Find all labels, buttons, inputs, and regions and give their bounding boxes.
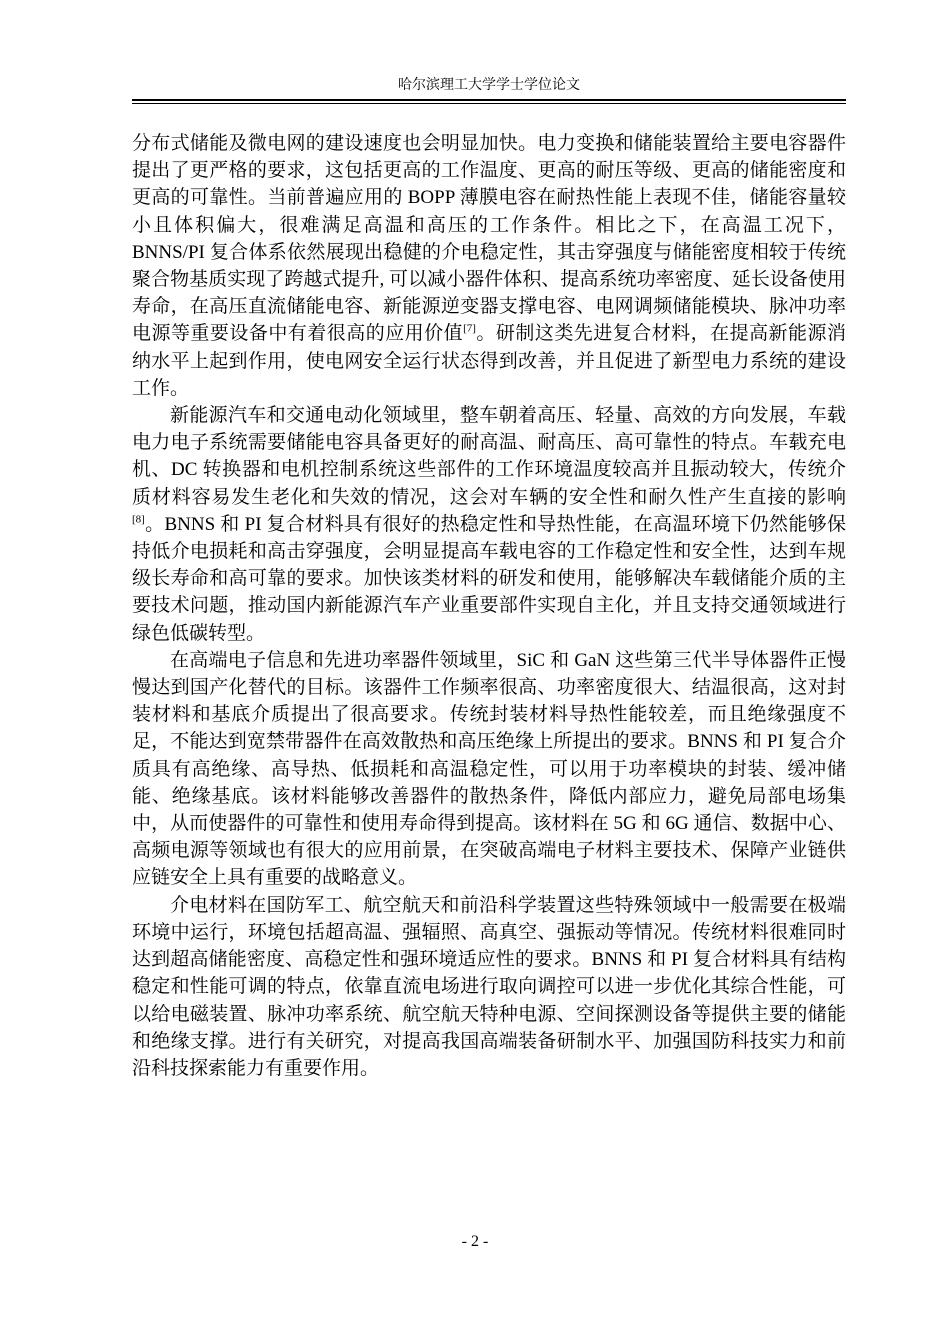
paragraph-4-text: 介电材料在国防军工、航空航天和前沿科学装置这些特殊领域中一般需要在极端环境中运行，环境包括超高温、强辐照、高真空、强振动等情况。传统材料很难同时达到超高储能密度、高稳定性和强环境适应性的要求。BNNS 和 PI 复合材料具有结构稳定和性能可调的特点，依靠直流电场进行取向调控可以进一步优化其综合性能，可以给电磁装置、脉冲功率系统、航空航天特种电源、空间探测设备等提供主要的储能和绝缘支撑。进行有关研究，对提高我国高端装备研制水平、加强国防科技实力和前沿科技探索能力有重要作用。 bbox=[132, 894, 846, 1079]
citation-8: [8] bbox=[132, 513, 145, 526]
paragraph-2-text: 新能源汽车和交通电动化领域里，整车朝着高压、轻量、高效的方向发展，车载电力电子系统需要储能电容具备更好的耐高温、耐高压、高可靠性的特点。车载充电机、DC 转换器和电机控制系统这些部件的工作环境温度较高并且振动较大，传统介质材料容易发生老化和失效的情况，这会对车辆的安全性和耐久性产生直接的影响 bbox=[132, 405, 846, 508]
citation-7: [7] bbox=[463, 323, 476, 336]
header-rule-thick bbox=[132, 99, 846, 101]
paragraph-1-text-cont: 。研制这类先进复合材料，在提高新能源消纳水平上起到作用，使电网安全运行状态得到改善，并且促进了新型电力系统的建设工作。 bbox=[132, 323, 846, 399]
paragraph-2-text-cont: 。BNNS 和 PI 复合材料具有很好的热稳定性和导热性能，在高温环境下仍然能够保持低介电损耗和高击穿强度，会明显提高车载电容的工作稳定性和安全性，达到车规级长寿命和高可靠的要求。加快该类材料的研发和使用，能够解决车载储能介质的主要技术问题，推动国内新能源汽车产业重要部件实现自主化，并且支持交通领域进行绿色低碳转型。 bbox=[132, 513, 846, 644]
paragraph-1-text: 分布式储能及微电网的建设速度也会明显加快。电力变换和储能装置给主要电容器件提出了更严格的要求，这包括更高的工作温度、更高的耐压等级、更高的储能密度和更高的可靠性。当前普遍应用的 BOPP 薄膜电容在耐热性能上表现不佳，储能容量较小且体积偏大，很难满足高温和高压的工作条件。相比之下，在高温工况下，BNNS/PI 复合体系依然展现出稳健的介电稳定性，其击穿强度与储能密度相较于传统聚合物基质实现了跨越式提升, 可以减小器件体积、提高系统功率密度、延长设备使用寿命，在高压直流储能电容、新能源逆变器支撑电容、电网调频储能模块、脉冲功率电源等重要设备中有着很高的应用价值 bbox=[132, 133, 846, 345]
paragraph-2 bbox=[132, 402, 846, 647]
page-number: - 2 - bbox=[461, 1233, 489, 1250]
body-text bbox=[132, 130, 846, 1082]
paragraph-4 bbox=[132, 892, 846, 1082]
header-rule-thin bbox=[132, 103, 846, 104]
running-header: 哈尔滨理工大学学士学位论文 bbox=[398, 78, 580, 93]
paragraph-3 bbox=[132, 647, 846, 892]
paragraph-1 bbox=[132, 130, 846, 402]
paragraph-3-text: 在高端电子信息和先进功率器件领域里，SiC 和 GaN 这些第三代半导体器件正慢慢达到国产化替代的目标。该器件工作频率很高、功率密度很大、结温很高，这对封装材料和基底介质提出了很高要求。传统封装材料导热性能较差，而且绝缘强度不足，不能达到宽禁带器件在高效散热和高压绝缘上所提出的要求。BNNS 和 PI 复合介质具有高绝缘、高导热、低损耗和高温稳定性，可以用于功率模块的封装、缓冲储能、绝缘基底。该材料能够改善器件的散热条件，降低内部应力，避免局部电场集中，从而使器件的可靠性和使用寿命得到提高。该材料在 5G 和 6G 通信、数据中心、高频电源等领域也有很大的应用前景，在突破高端电子材料主要技术、保障产业链供应链安全上具有重要的战略意义。 bbox=[132, 649, 846, 889]
